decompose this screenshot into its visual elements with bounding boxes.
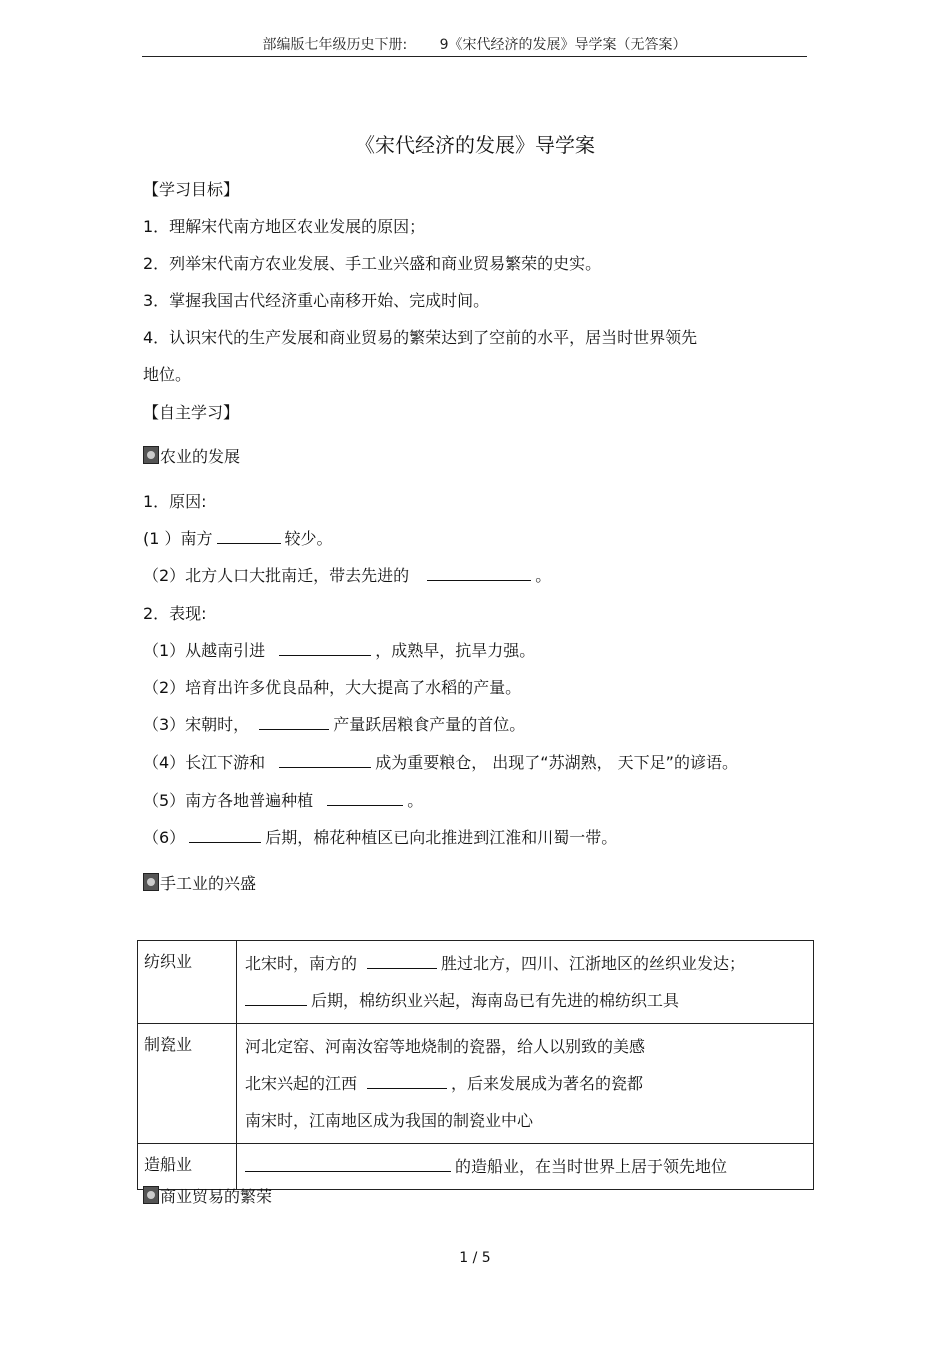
objective-item-3: 3．掌握我国古代经济重心南移开始、完成时间。 xyxy=(143,291,490,310)
fill-blank[interactable] xyxy=(367,954,437,969)
handicraft-heading xyxy=(143,871,256,894)
section-bullet-icon xyxy=(143,446,159,464)
commerce-heading-text: 商业贸易的繁荣 xyxy=(160,1187,273,1206)
fill-blank[interactable] xyxy=(259,715,329,730)
objective-item-4: 4．认识宋代的生产发展和商业贸易的繁荣达到了空前的水平，居当时世界领先 xyxy=(143,328,698,347)
objective-item-1: 1．理解宋代南方地区农业发展的原因； xyxy=(143,217,426,236)
objectives-heading: 【学习目标】 xyxy=(143,180,240,199)
category-cell: 纺织业 xyxy=(138,941,237,1024)
performance-6-pre: （6） xyxy=(143,828,186,847)
agriculture-heading-text: 农业的发展 xyxy=(160,447,241,466)
reason-1-pre: (1 ）南方 xyxy=(143,529,213,548)
performance-3 xyxy=(143,712,525,735)
fill-blank[interactable] xyxy=(245,991,307,1006)
document-title: 《宋代经济的发展》导学案 xyxy=(355,133,595,157)
table-row xyxy=(138,1024,814,1144)
fill-blank[interactable] xyxy=(279,641,371,656)
fill-blank[interactable] xyxy=(189,828,261,843)
performance-5-post: 。 xyxy=(407,791,424,810)
shipbuilding-line-1 xyxy=(245,1148,805,1185)
reason-1 xyxy=(143,526,333,549)
porcelain-line-2-post: ，后来发展成为著名的瓷都 xyxy=(451,1074,644,1093)
reason-2-pre: （2）北方人口大批南迁，带去先进的 xyxy=(143,566,410,585)
page-number: 1 / 5 xyxy=(459,1250,491,1266)
performance-label: 2．表现: xyxy=(143,604,207,623)
porcelain-line-2 xyxy=(245,1065,805,1102)
textile-line-2-post: 后期，棉纺织业兴起，海南岛已有先进的棉纺织工具 xyxy=(311,991,680,1010)
description-cell xyxy=(237,1144,814,1190)
porcelain-line-1: 河北定窑、河南汝窑等地烧制的瓷器，给人以别致的美感 xyxy=(245,1037,646,1056)
fill-blank[interactable] xyxy=(427,566,531,581)
performance-2: （2）培育出许多优良品种，大大提高了水稻的产量。 xyxy=(143,678,522,697)
fill-blank[interactable] xyxy=(327,791,403,806)
textile-line-1-post: 胜过北方，四川、江浙地区的丝织业发达； xyxy=(441,954,746,973)
fill-blank[interactable] xyxy=(367,1074,447,1089)
performance-4-post: 成为重要粮仓， 出现了“苏湖熟， 天下足”的谚语。 xyxy=(375,753,738,772)
fill-blank[interactable] xyxy=(279,753,371,768)
performance-3-pre: （3）宋朝时， xyxy=(143,715,250,734)
performance-3-post: 产量跃居粮食产量的首位。 xyxy=(333,715,526,734)
table-row xyxy=(138,1144,814,1190)
performance-1 xyxy=(143,638,535,661)
objective-item-4-cont: 地位。 xyxy=(143,365,192,384)
table-row xyxy=(138,941,814,1024)
performance-5 xyxy=(143,788,423,811)
header-doc-title: 9《宋代经济的发展》导学案（无答案） xyxy=(439,37,687,53)
performance-4-pre: （4）长江下游和 xyxy=(143,753,266,772)
commerce-heading xyxy=(143,1184,272,1207)
performance-1-post: ，成熟早，抗旱力强。 xyxy=(375,641,536,660)
porcelain-line-2-pre: 北宋兴起的江西 xyxy=(245,1074,358,1093)
page-header xyxy=(142,34,807,57)
header-course: 部编版七年级历史下册: xyxy=(262,37,408,53)
reason-2 xyxy=(143,563,551,586)
objective-item-2: 2．列举宋代南方农业发展、手工业兴盛和商业贸易繁荣的史实。 xyxy=(143,254,602,273)
self-study-heading: 【自主学习】 xyxy=(143,403,240,422)
performance-4 xyxy=(143,750,738,773)
handicraft-heading-text: 手工业的兴盛 xyxy=(160,874,257,893)
textile-line-1-pre: 北宋时，南方的 xyxy=(245,954,358,973)
performance-5-pre: （5）南方各地普遍种植 xyxy=(143,791,314,810)
textile-line-2 xyxy=(245,982,805,1019)
section-bullet-icon xyxy=(143,1186,159,1204)
performance-1-pre: （1）从越南引进 xyxy=(143,641,266,660)
performance-6 xyxy=(143,825,617,848)
handicraft-table xyxy=(137,940,814,1190)
reason-label: 1．原因: xyxy=(143,492,207,511)
description-cell xyxy=(237,1024,814,1144)
agriculture-heading xyxy=(143,444,240,467)
performance-6-post: 后期，棉花种植区已向北推进到江淮和川蜀一带。 xyxy=(265,828,618,847)
fill-blank[interactable] xyxy=(245,1157,451,1172)
textile-line-1 xyxy=(245,945,805,982)
porcelain-line-3: 南宋时，江南地区成为我国的制瓷业中心 xyxy=(245,1111,534,1130)
reason-2-post: 。 xyxy=(535,566,552,585)
fill-blank[interactable] xyxy=(217,529,281,544)
description-cell xyxy=(237,941,814,1024)
category-cell: 造船业 xyxy=(138,1144,237,1190)
reason-1-post: 较少。 xyxy=(284,529,333,548)
section-bullet-icon xyxy=(143,873,159,891)
category-cell: 制瓷业 xyxy=(138,1024,237,1144)
shipbuilding-line-1-post: 的造船业，在当时世界上居于领先地位 xyxy=(455,1157,728,1176)
